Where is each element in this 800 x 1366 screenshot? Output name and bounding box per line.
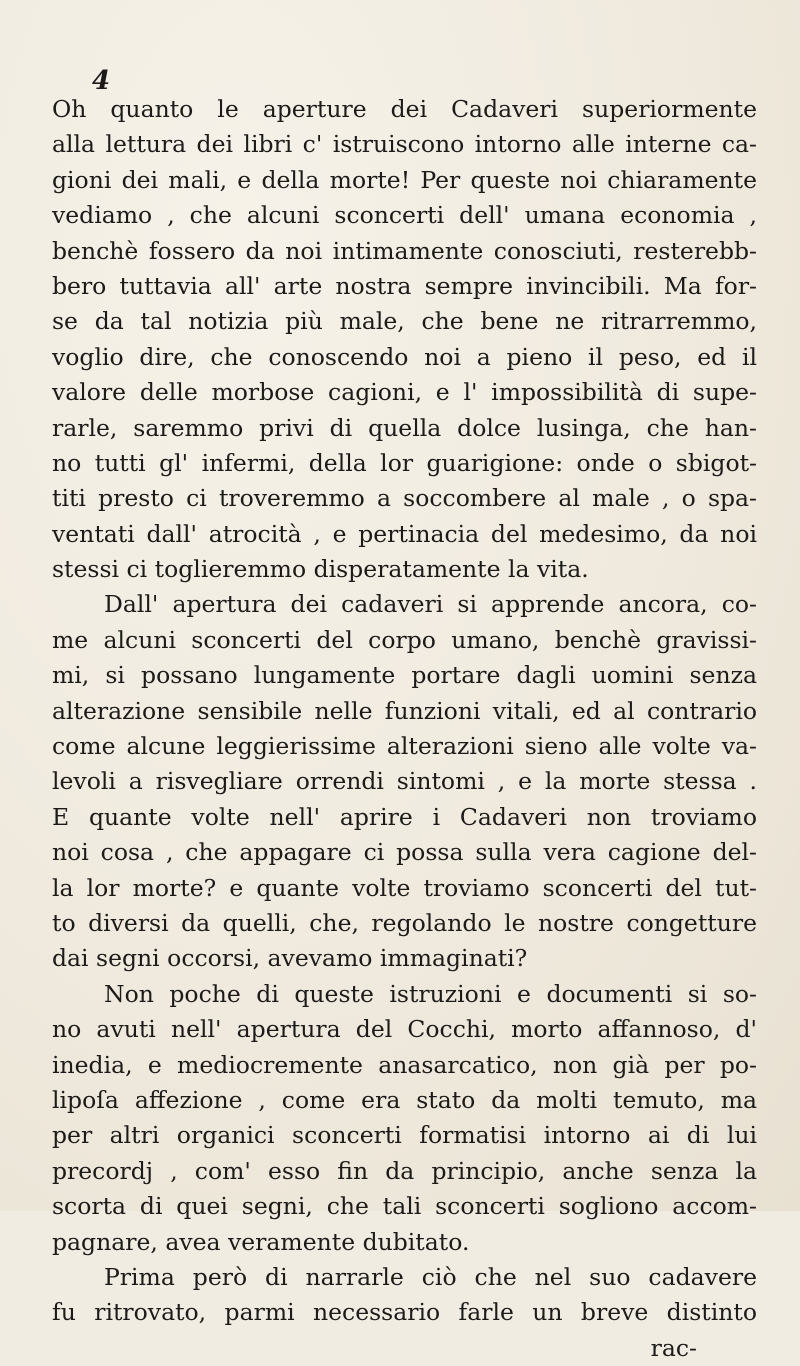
text-line: to diversi da quelli, che, regolando le nostre congetture [52, 908, 757, 937]
text-line: lipoſa affezione , come era stato da molti temuto, ma [52, 1085, 757, 1114]
paragraph-start-line: Prima però di narrarle ciò che nel suo cadavere [104, 1262, 757, 1291]
text-line: valore delle morbose cagioni, e l' impossibilità di supe- [52, 378, 757, 407]
text-line: dai segni occorsi, avevamo immaginati? [52, 944, 528, 973]
text-line: inedia, e mediocremente anasarcatico, non già per po- [52, 1050, 757, 1079]
text-line: Oh quanto le aperture dei Cadaveri superiormente [52, 95, 757, 123]
text-line: precordj , com' esso fin da principio, anche senza la [52, 1156, 757, 1185]
text-line: fu ritrovato, parmi necessario farle un breve distinto [52, 1298, 757, 1327]
paragraph-start-line: Dall' apertura dei cadaveri si apprende ancora, co- [104, 590, 757, 619]
text-line: benchè fossero da noi intimamente conosciuti, resterebb- [52, 236, 757, 265]
text-line: no avuti nell' apertura del Cocchi, morto affannoso, d' [52, 1015, 757, 1044]
text-line: la lor morte? e quante volte troviamo sconcerti del tut- [52, 873, 757, 902]
text-line: ventati dall' atrocità , e pertinacia del medesimo, da noi [52, 519, 757, 548]
text-line: alterazione sensibile nelle funzioni vitali, ed al contrario [52, 696, 757, 725]
text-line: voglio dire, che conoscendo noi a pieno il peso, ed il [52, 342, 757, 371]
body-text [52, 92, 757, 1366]
page-number: 4 [92, 66, 111, 96]
text-line: rarle, saremmo privi di quella dolce lusinga, che han- [52, 413, 757, 442]
text-line: mi, si possano lungamente portare dagli uomini senza [52, 661, 757, 690]
text-line: per altri organici sconcerti formatisi intorno ai di lui [52, 1121, 757, 1150]
text-line: no tutti gl' infermi, della lor guarigione: onde o sbigot- [52, 448, 757, 477]
text-line: levoli a risvegliare orrendi sintomi , e la morte stessa . [52, 767, 757, 796]
text-line: scorta di quei segni, che tali sconcerti sogliono accom- [52, 1192, 757, 1221]
catchword: rac- [650, 1333, 697, 1362]
text-line: gioni dei mali, e della morte! Per queste noi chiaramente [52, 165, 757, 194]
text-line: pagnare, avea veramente dubitato. [52, 1227, 470, 1256]
text-line: E quante volte nell' aprire i Cadaveri non troviamo [52, 802, 757, 831]
text-line: come alcune leggierissime alterazioni sieno alle volte va- [52, 732, 757, 761]
text-line: me alcuni sconcerti del corpo umano, benchè gravissi- [52, 625, 757, 654]
text-line: stessi ci toglieremmo disperatamente la vita. [52, 555, 589, 584]
paragraph-start-line: Non poche di queste istruzioni e documenti si so- [104, 979, 757, 1008]
text-line: alla lettura dei libri c' istruiscono intorno alle interne ca- [52, 130, 757, 159]
text-line: titi presto ci troveremmo a soccombere al male , o spa- [52, 484, 757, 513]
text-line: noi cosa , che appagare ci possa sulla vera cagione del- [52, 838, 757, 867]
text-line: se da tal notizia più male, che bene ne ritrarremmo, [52, 307, 757, 336]
text-line: bero tuttavia all' arte nostra sempre invincibili. Ma for- [52, 271, 757, 300]
text-line: vediamo , che alcuni sconcerti dell' umana economia , [52, 201, 757, 230]
